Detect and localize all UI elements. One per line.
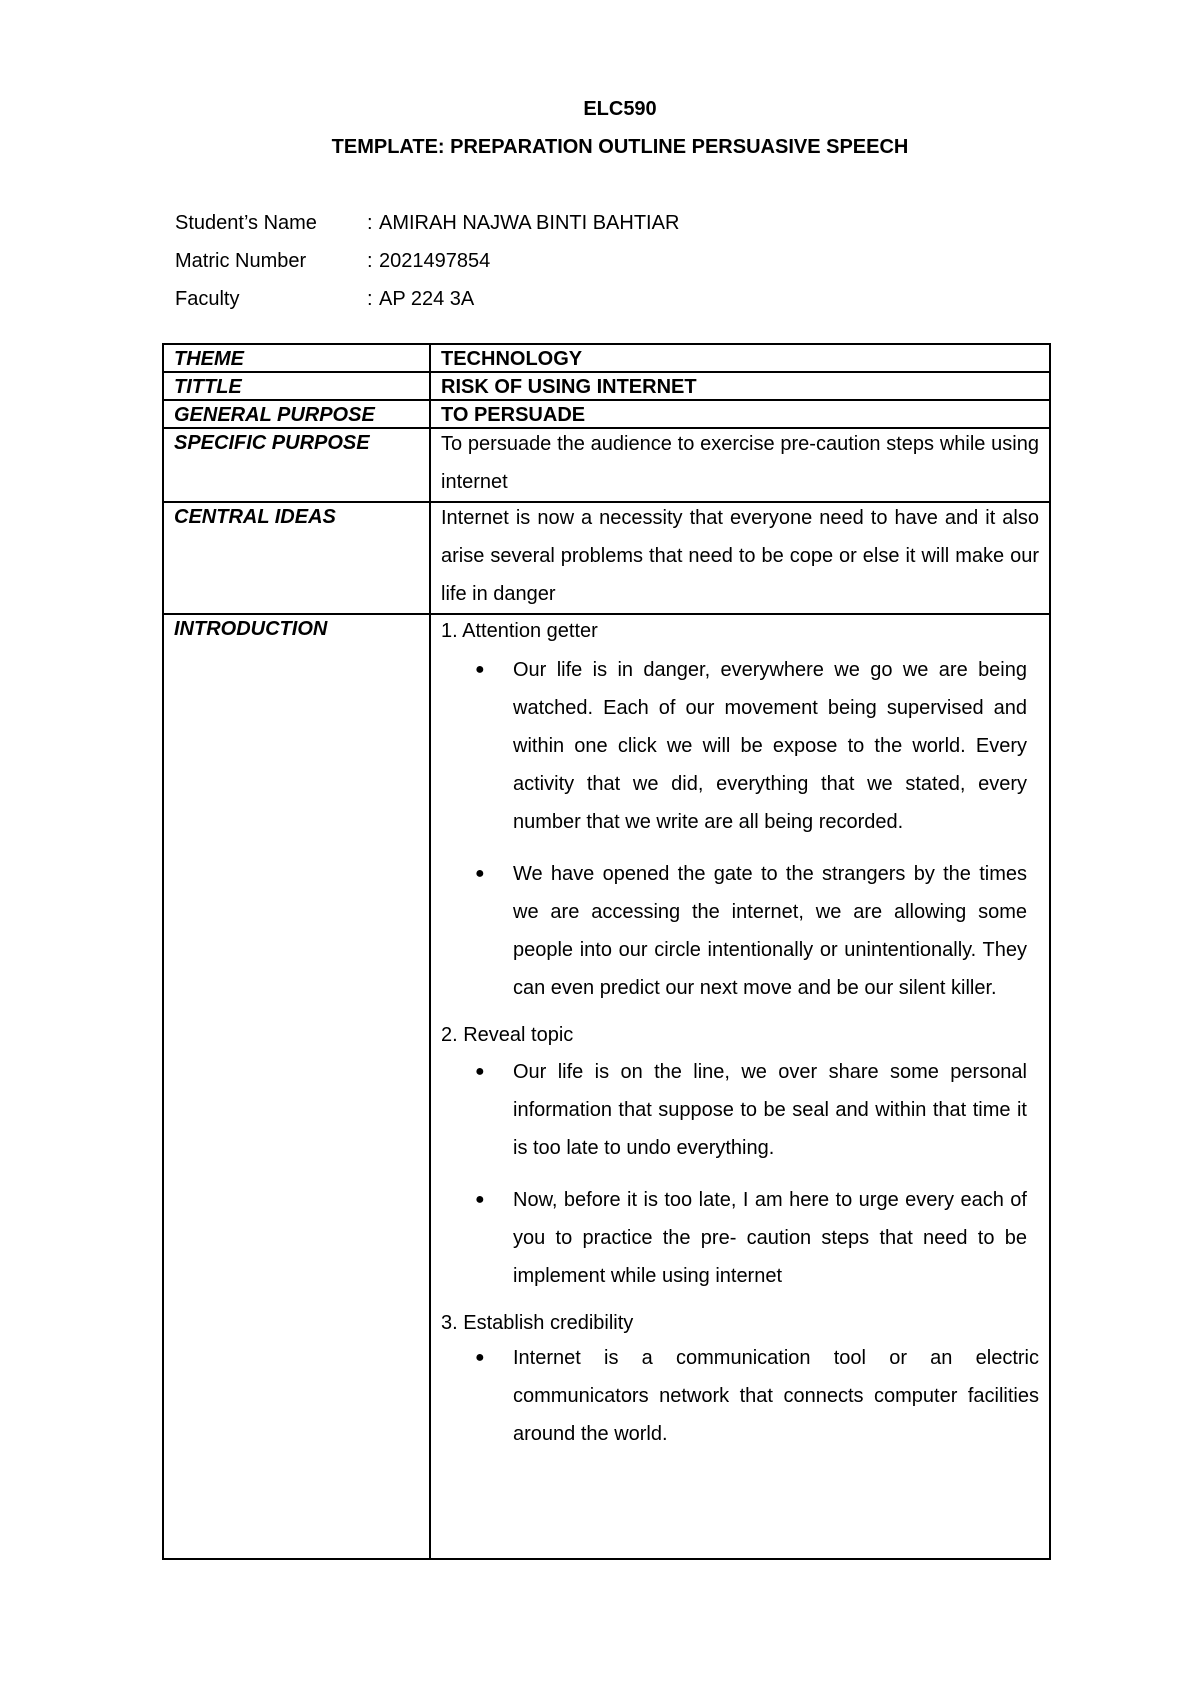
info-row-name	[175, 212, 679, 250]
list-item-text: Now, before it is too late, I am here to urge every each of you to practice the pre- caution steps that need to be implement while using internet	[513, 1189, 1027, 1287]
info-label: Matric Number	[175, 250, 307, 272]
row-value-cell	[430, 428, 1050, 502]
list-item	[441, 855, 1039, 1007]
list-item-text: Our life is in danger, everywhere we go we are being watched. Each of our movement being supervised and within one click we will be expose to the world. Every activity that we did, everything that we stated, every number that we write are all being recorded.	[513, 659, 1027, 833]
table-row-central-ideas	[163, 502, 1050, 614]
list-item	[441, 1181, 1039, 1295]
row-label: GENERAL PURPOSE	[163, 400, 430, 428]
table-row-specific-purpose	[163, 428, 1050, 502]
list-item	[441, 1339, 1039, 1453]
table-row-general-purpose	[163, 400, 1050, 428]
info-label: Faculty	[175, 288, 240, 310]
section-heading-reveal-topic: 2. Reveal topic	[441, 1024, 574, 1046]
bullet-icon: ●	[475, 1349, 485, 1366]
list-item	[441, 1053, 1039, 1167]
list-item-text: Our life is on the line, we over share some personal information that suppose to be seal and within that time it is too late to undo everything.	[513, 1061, 1027, 1159]
list-item-text: Internet is a communication tool or an electric communicators network that connects computer facilities around the world.	[513, 1347, 1039, 1445]
info-value: 2021497854	[379, 250, 491, 272]
student-info	[175, 212, 679, 326]
bullet-icon: ●	[475, 1191, 485, 1208]
info-separator: :	[367, 212, 373, 234]
row-value: RISK OF USING INTERNET	[430, 372, 1050, 400]
info-separator: :	[367, 250, 373, 272]
row-label: INTRODUCTION	[163, 614, 430, 1559]
document-title: TEMPLATE: PREPARATION OUTLINE PERSUASIVE SPEECH	[331, 136, 909, 158]
row-value-cell	[430, 502, 1050, 614]
table-row-title	[163, 372, 1050, 400]
row-value: To persuade the audience to exercise pre-caution steps while using internet	[441, 433, 1039, 493]
outline-table	[162, 343, 1051, 1560]
row-value: TECHNOLOGY	[430, 344, 1050, 372]
section-heading-attention-getter: 1. Attention getter	[441, 620, 598, 642]
info-value: AMIRAH NAJWA BINTI BAHTIAR	[379, 212, 680, 234]
section-heading-credibility: 3. Establish credibility	[441, 1312, 634, 1334]
bullet-icon: ●	[475, 661, 485, 678]
info-row-matric	[175, 250, 679, 288]
info-label: Student’s Name	[175, 212, 317, 234]
list-item	[441, 651, 1039, 841]
credibility-points	[441, 1339, 1039, 1453]
row-label: CENTRAL IDEAS	[163, 502, 430, 614]
table-row-introduction	[163, 614, 1050, 1559]
row-label: THEME	[163, 344, 430, 372]
row-label: TITTLE	[163, 372, 430, 400]
table-row-theme	[163, 344, 1050, 372]
introduction-content	[430, 614, 1050, 1559]
list-item-text: We have opened the gate to the strangers by the times we are accessing the internet, we are allowing some people into our circle intentionally or unintentionally. They can even predict our next move and be our silent killer.	[513, 863, 1027, 999]
attention-getter-points	[441, 651, 1039, 1007]
row-value: Internet is now a necessity that everyone need to have and it also arise several problems that need to be cope or else it will make our life in danger	[441, 507, 1039, 605]
info-value: AP 224 3A	[379, 288, 475, 310]
bullet-icon: ●	[475, 1063, 485, 1080]
info-separator: :	[367, 288, 373, 310]
row-label: SPECIFIC PURPOSE	[163, 428, 430, 502]
row-value: TO PERSUADE	[430, 400, 1050, 428]
bullet-icon: ●	[475, 865, 485, 882]
reveal-topic-points	[441, 1053, 1039, 1295]
info-row-faculty	[175, 288, 679, 326]
course-code: ELC590	[583, 98, 657, 120]
